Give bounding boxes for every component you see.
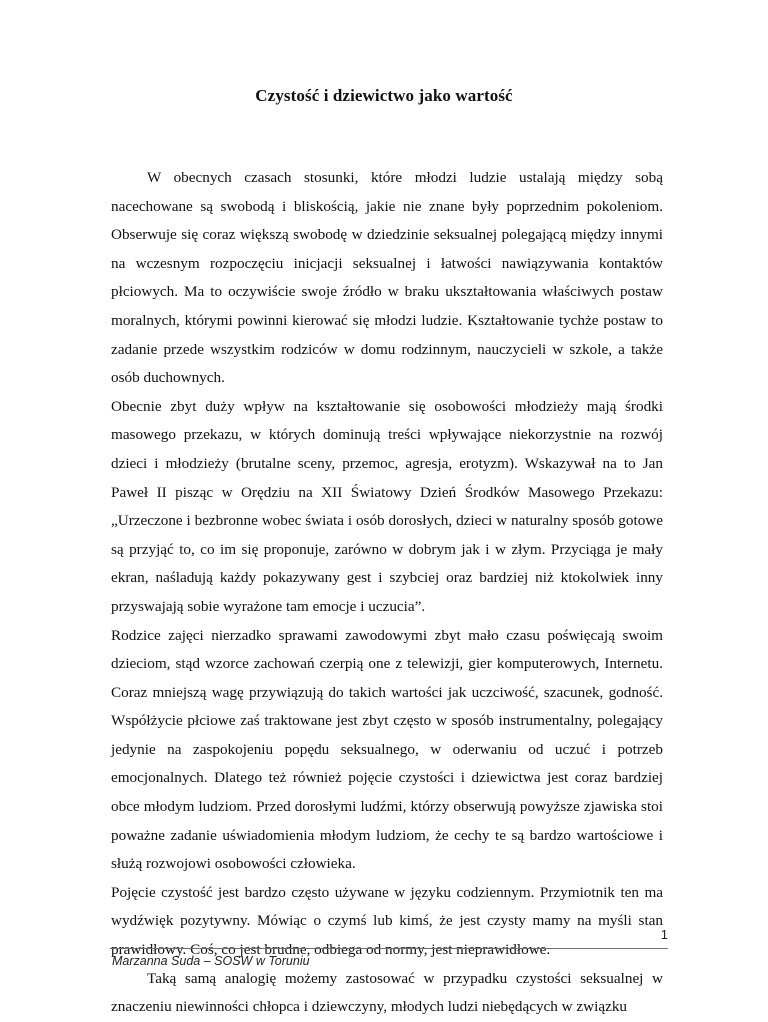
- paragraph: Rodzice zajęci nierzadko sprawami zawodowymi zbyt mało czasu poświęcają swoim dzieciom, stąd wzorce zachowań czerpią one z telewizji, gier komputerowych, Internetu. Coraz mniejszą wagę przywiązują do takich wartości jak uczciwość, szacunek, godność. Współżycie płciowe zaś traktowane jest zbyt często w sposób instrumentalny, polegający jedynie na zaspokojeniu popędu seksualnego, w oderwaniu od uczuć i potrzeb emocjonalnych. Dlatego też również pojęcie czystości i dziewictwa jest coraz bardziej obce młodym ludziom. Przed dorosłymi ludźmi, którzy obserwują powyższe zjawiska stoi poważne zadanie uświadomienia młodym ludziom, że cechy te są bardzo wartościowe i służą rozwojowi osobowości człowieka.: [111, 626, 663, 873]
- footer-divider: [110, 948, 668, 949]
- footer-author: Marzanna Suda – SOSW w Toruniu: [112, 954, 310, 968]
- paragraph: Pojęcie czystość jest bardzo często używane w języku codziennym. Przymiotnik ten ma wydźwięk pozytywny. Mówiąc o czymś lub kimś, że jest czysty mamy na myśli stan prawidłowy. Coś, co jest brudne, odbiega od normy, jest nieprawidłowe.: [111, 883, 663, 959]
- page-number: 1: [660, 927, 668, 942]
- paragraph: W obecnych czasach stosunki, które młodzi ludzie ustalają między sobą nacechowane są swobodą i bliskością, jakie nie znane były poprzednim pokoleniom. Obserwuje się coraz większą swobodę w dziedzinie seksualnej polegającą między innymi na wczesnym rozpoczęciu inicjacji seksualnej i łatwości nawiązywania kontaktów płciowych. Ma to oczywiście swoje źródło w braku ukształtowania właściwych postaw moralnych, którymi powinni kierować się młodzi ludzie. Kształtowanie tychże postaw to zadanie przede wszystkim rodziców w domu rodzinnym, nauczycieli w szkole, a także osób duchownych.: [111, 169, 663, 387]
- document-title: Czystość i dziewictwo jako wartość: [255, 86, 513, 105]
- document-body: [111, 164, 663, 1022]
- paragraph: Taką samą analogię możemy zastosować w przypadku czystości seksualnej w znaczeniu niewinności chłopca i dziewczyny, młodych ludzi niebędących w związku: [111, 969, 663, 1016]
- paragraph: Obecnie zbyt duży wpływ na kształtowanie się osobowości młodzieży mają środki masowego przekazu, w których dominują treści wpływające niekorzystnie na rozwój dzieci i młodzieży (brutalne sceny, przemoc, agresja, erotyzm). Wskazywał na to Jan Paweł II pisząc w Orędziu na XII Światowy Dzień Środków Masowego Przekazu: „Urzeczone i bezbronne wobec świata i osób dorosłych, dzieci w naturalny sposób gotowe są przyjąć to, co im się proponuje, zarówno w dobrym jak i w złym. Przyciąga je mały ekran, naśladują każdy pokazywany gest i szybciej oraz bardziej niż ktokolwiek inny przyswajają sobie wyrażone tam emocje i uczucia”.: [111, 397, 663, 615]
